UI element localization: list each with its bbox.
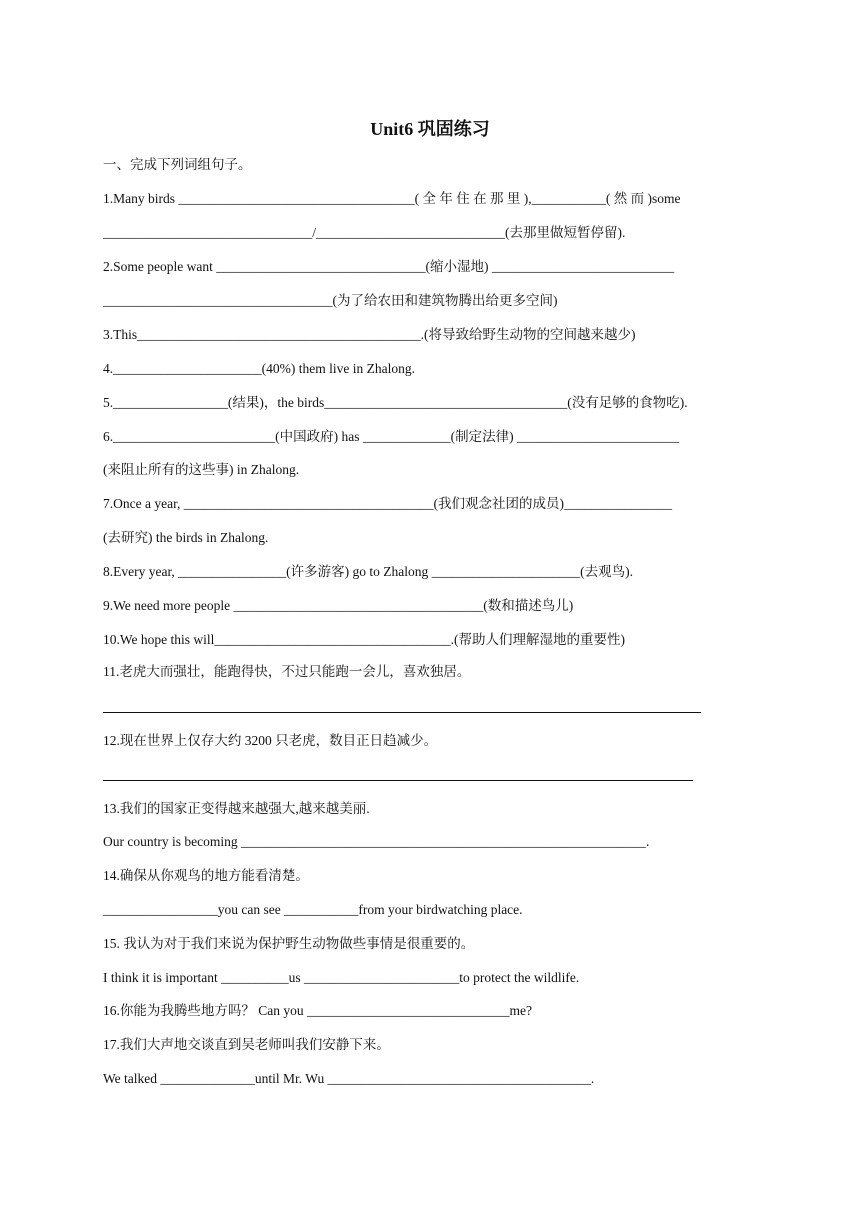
exercise-line: 6.________________________(中国政府) has _____________(制定法律) ________________________ [103,429,679,444]
exercise-line: _________________you can see ___________from your birdwatching place. [103,902,523,917]
exercise-line: 7.Once a year, _____________________________________(我们观念社团的成员)________________ [103,496,673,511]
exercise-line: 11.老虎大而强壮，能跑得快，不过只能跑一会儿，喜欢独居。 [103,664,471,679]
exercise-line: 8.Every year, ________________(许多游客) go to Zhalong ______________________(去观鸟). [103,564,634,579]
exercise-line: Our country is becoming ____________________________________________________________. [103,834,650,849]
answer-line [103,712,701,713]
exercise-line: 2.Some people want _______________________________(缩小湿地) ___________________________ [103,259,675,274]
exercise-line: 3.This__________________________________________.(将导致给野生动物的空间越来越少) [103,327,636,342]
page-title: Unit6 巩固练习 [370,119,490,139]
exercise-line: 14.确保从你观鸟的地方能看清楚。 [103,868,309,883]
exercise-line: 9.We need more people _____________________________________(数和描述鸟儿) [103,598,574,613]
exercise-line: 15. 我认为对于我们来说为保护野生动物做些事情是很重要的。 [103,936,475,951]
exercise-line: (来阻止所有的这些事) in Zhalong. [103,462,300,477]
exercise-line: 4.______________________(40%) them live in Zhalong. [103,361,415,376]
exercise-line: 1.Many birds ___________________________________( 全 年 住 在 那 里 ),___________( 然 而 )some [103,191,681,206]
exercise-line: We talked ______________until Mr. Wu _______________________________________. [103,1071,595,1086]
exercise-line: 13.我们的国家正变得越来越强大,越来越美丽. [103,801,370,816]
exercise-line: I think it is important __________us _______________________to protect the wildlife. [103,970,580,985]
exercise-line: 17.我们大声地交谈直到吴老师叫我们安静下来。 [103,1037,390,1052]
exercise-line: 16.你能为我腾些地方吗？ Can you ______________________________me? [103,1003,532,1018]
exercise-line: 12.现在世界上仅存大约 3200 只老虎，数目正日趋减少。 [103,733,438,748]
section-heading: 一、完成下列词组句子。 [103,157,252,172]
exercise-line: 10.We hope this will___________________________________.(帮助人们理解湿地的重要性) [103,632,626,647]
exercise-line: (去研究) the birds in Zhalong. [103,530,269,545]
exercise-line: _______________________________/____________________________(去那里做短暂停留). [103,225,626,240]
answer-line [103,780,693,781]
exercise-line: 5._________________(结果)，the birds____________________________________(没有足够的食物吃). [103,395,688,410]
exercise-line: __________________________________(为了给农田和建筑物腾出给更多空间) [103,293,558,308]
